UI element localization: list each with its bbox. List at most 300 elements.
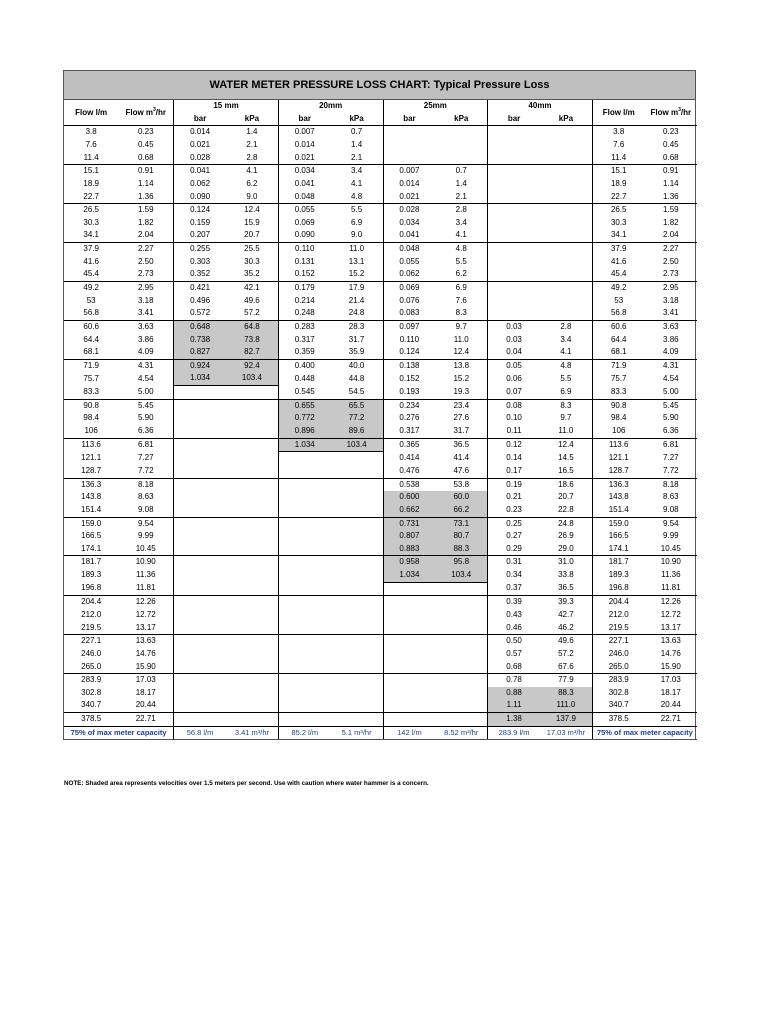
table-row xyxy=(64,517,697,530)
bar-cell-15mm: 1.034 xyxy=(174,372,226,385)
bar-cell-20mm: 0.014 xyxy=(294,139,315,149)
flow-m3-cell-right: 3.18 xyxy=(663,295,679,305)
subheader-bar-40: bar xyxy=(488,113,540,126)
bar-cell-25mm xyxy=(383,674,435,687)
kpa-cell-20mm: 54.5 xyxy=(331,386,383,400)
kpa-cell-25mm xyxy=(435,152,487,165)
bar-cell-15mm xyxy=(174,609,226,622)
capacity-15-m3: 3.41 m³/hr xyxy=(226,726,278,740)
flow-lm-cell: 166.5 xyxy=(81,531,102,541)
bar-cell-20mm: 0.069 xyxy=(294,217,315,227)
bar-cell-40mm: 1.38 xyxy=(488,713,540,727)
bar-cell-40mm xyxy=(488,295,540,308)
bar-cell-40mm xyxy=(488,126,540,139)
flow-lm-cell-right: 45.4 xyxy=(610,269,627,279)
flow-lm-cell: 246.0 xyxy=(81,648,102,658)
kpa-cell-15mm: 20.7 xyxy=(226,229,278,242)
flow-m3-cell-right: 9.08 xyxy=(663,504,679,514)
flow-lm-cell-right: 90.8 xyxy=(592,399,644,412)
kpa-cell-40mm xyxy=(540,165,592,178)
kpa-cell-15mm xyxy=(226,478,278,491)
kpa-cell-15mm xyxy=(226,530,278,543)
flow-m3-cell-right: 4.09 xyxy=(663,347,679,357)
kpa-cell-15mm: 103.4 xyxy=(226,372,278,385)
flow-lm-cell-right: 18.9 xyxy=(610,178,627,188)
kpa-cell-25mm xyxy=(435,126,487,139)
bar-cell-25mm: 0.234 xyxy=(383,399,435,412)
bar-cell-40mm: 0.11 xyxy=(506,426,522,436)
flow-lm-cell-right: 143.8 xyxy=(608,492,629,502)
flow-lm-cell-right: 219.5 xyxy=(608,622,629,632)
kpa-cell-15mm: 42.1 xyxy=(226,281,278,294)
bar-cell-15mm: 0.827 xyxy=(174,346,226,359)
bar-cell-15mm xyxy=(174,596,226,609)
bar-cell-25mm: 0.069 xyxy=(383,281,435,294)
kpa-cell-40mm: 22.8 xyxy=(540,504,592,517)
flow-m3-cell: 6.36 xyxy=(118,425,173,438)
kpa-cell-15mm xyxy=(226,399,278,412)
bar-cell-20mm: 0.317 xyxy=(294,334,315,344)
flow-m3-cell-right: 4.31 xyxy=(645,359,697,372)
table-row xyxy=(64,504,697,517)
kpa-cell-40mm: 4.1 xyxy=(540,346,592,359)
bar-cell-40mm: 0.88 xyxy=(488,687,540,700)
kpa-cell-40mm: 31.0 xyxy=(540,556,592,569)
kpa-cell-40mm xyxy=(540,268,592,281)
flow-lm-cell: 128.7 xyxy=(81,465,102,475)
kpa-cell-20mm xyxy=(331,713,383,727)
flow-m3-cell: 12.72 xyxy=(118,609,173,622)
bar-cell-15mm: 0.124 xyxy=(174,204,226,217)
kpa-cell-20mm xyxy=(331,517,383,530)
kpa-cell-15mm xyxy=(226,596,278,609)
flow-lm-cell-right: 196.8 xyxy=(608,583,629,593)
kpa-cell-20mm xyxy=(331,622,383,635)
kpa-cell-20mm xyxy=(331,609,383,622)
bar-cell-20mm xyxy=(278,596,330,609)
kpa-cell-40mm: 29.0 xyxy=(540,543,592,556)
bar-cell-25mm xyxy=(383,713,435,727)
flow-m3-cell-right: 11.81 xyxy=(661,583,681,593)
kpa-cell-25mm xyxy=(435,596,487,609)
flow-lm-cell: 49.2 xyxy=(64,281,118,294)
kpa-cell-40mm: 14.5 xyxy=(540,452,592,465)
flow-lm-cell-right: 128.7 xyxy=(608,465,629,475)
bar-cell-15mm xyxy=(174,504,226,517)
flow-lm-cell: 71.9 xyxy=(64,359,118,372)
flow-lm-cell-right: 22.7 xyxy=(610,191,627,201)
bar-cell-15mm xyxy=(174,674,226,687)
table-row xyxy=(64,217,697,230)
flow-lm-cell: 90.8 xyxy=(64,399,118,412)
kpa-cell-40mm xyxy=(540,178,592,191)
flow-lm-cell-right: 11.4 xyxy=(611,152,627,162)
flow-m3-cell-right: 1.14 xyxy=(663,178,679,188)
flow-lm-cell: 151.4 xyxy=(81,504,102,514)
bar-cell-15mm: 0.648 xyxy=(174,320,226,333)
bar-cell-25mm xyxy=(383,648,435,661)
kpa-cell-20mm: 21.4 xyxy=(331,295,383,308)
kpa-cell-15mm xyxy=(226,699,278,712)
flow-m3-cell: 5.45 xyxy=(118,399,173,412)
flow-m3-cell: 2.50 xyxy=(118,256,173,269)
table-row xyxy=(64,674,697,687)
table-row xyxy=(64,204,697,217)
flow-lm-cell: 181.7 xyxy=(64,556,118,569)
kpa-cell-40mm: 36.5 xyxy=(540,582,592,596)
bar-cell-20mm: 0.021 xyxy=(294,152,315,162)
kpa-cell-25mm: 47.6 xyxy=(435,465,487,478)
kpa-cell-15mm: 49.6 xyxy=(226,295,278,308)
subheader-kpa-20: kPa xyxy=(331,113,383,126)
table-row xyxy=(64,491,697,504)
flow-m3-cell-right: 12.26 xyxy=(645,596,697,609)
flow-m3-cell: 0.23 xyxy=(118,126,173,139)
bar-cell-25mm: 0.414 xyxy=(399,453,420,463)
kpa-cell-25mm: 2.8 xyxy=(435,204,487,217)
flow-m3-cell: 3.18 xyxy=(118,295,173,308)
bar-cell-15mm: 0.090 xyxy=(190,191,211,201)
kpa-cell-25mm: 3.4 xyxy=(435,217,487,230)
bar-cell-20mm: 0.400 xyxy=(278,359,330,372)
header-flow-lm: Flow l/m xyxy=(64,100,118,126)
flow-lm-cell: 30.3 xyxy=(83,217,99,227)
flow-m3-cell-right: 18.17 xyxy=(660,687,681,697)
bar-cell-20mm xyxy=(278,465,330,478)
flow-lm-cell-right: 159.0 xyxy=(592,517,644,530)
bar-cell-20mm: 0.359 xyxy=(294,347,315,357)
table-row xyxy=(64,530,697,543)
flow-lm-cell-right: 189.3 xyxy=(608,570,629,580)
capacity-15-lm: 56.8 l/m xyxy=(174,726,226,740)
flow-lm-cell: 7.6 xyxy=(85,139,97,149)
kpa-cell-40mm: 8.3 xyxy=(540,399,592,412)
flow-m3-cell-right: 13.17 xyxy=(660,622,681,632)
flow-lm-cell-right: 83.3 xyxy=(610,386,627,396)
bar-cell-40mm xyxy=(488,178,540,191)
flow-m3-cell: 7.27 xyxy=(118,452,173,465)
flow-m3-cell: 2.04 xyxy=(118,229,173,242)
bar-cell-15mm xyxy=(174,648,226,661)
bar-cell-15mm: 0.207 xyxy=(190,230,211,240)
bar-cell-25mm: 0.317 xyxy=(399,426,420,436)
bar-cell-20mm: 0.007 xyxy=(294,127,315,137)
bar-cell-20mm xyxy=(278,543,330,556)
flow-m3-cell-right: 1.59 xyxy=(645,204,697,217)
bar-cell-40mm: 0.03 xyxy=(488,320,540,333)
flow-m3-cell: 2.73 xyxy=(118,268,173,281)
table-row xyxy=(64,281,697,294)
bar-cell-25mm: 0.276 xyxy=(399,413,420,423)
kpa-cell-25mm: 73.1 xyxy=(435,517,487,530)
bar-cell-20mm xyxy=(278,504,330,517)
bar-cell-25mm: 0.193 xyxy=(399,386,420,396)
table-row xyxy=(64,399,697,412)
chart-body xyxy=(63,100,696,740)
bar-cell-20mm xyxy=(278,452,330,465)
kpa-cell-20mm: 77.2 xyxy=(331,412,383,425)
bar-cell-20mm xyxy=(278,687,330,700)
bar-cell-40mm: 0.17 xyxy=(506,465,522,475)
table-row xyxy=(64,556,697,569)
flow-lm-cell: 196.8 xyxy=(81,583,102,593)
kpa-cell-20mm xyxy=(331,465,383,478)
flow-m3-cell: 9.08 xyxy=(118,504,173,517)
table-row xyxy=(64,596,697,609)
bar-cell-15mm: 0.159 xyxy=(190,217,211,227)
bar-cell-15mm xyxy=(174,425,226,438)
flow-m3-cell: 2.95 xyxy=(118,281,173,294)
bar-cell-15mm xyxy=(174,687,226,700)
kpa-cell-20mm xyxy=(331,569,383,582)
table-row xyxy=(64,543,697,556)
bar-cell-15mm xyxy=(174,543,226,556)
kpa-cell-25mm: 41.4 xyxy=(435,452,487,465)
flow-m3-cell-right: 15.90 xyxy=(660,661,681,671)
kpa-cell-40mm: 3.4 xyxy=(540,334,592,347)
flow-lm-cell-right: 283.9 xyxy=(592,674,644,687)
kpa-cell-25mm: 27.6 xyxy=(435,412,487,425)
flow-lm-cell-right: 60.6 xyxy=(592,320,644,333)
flow-lm-cell: 121.1 xyxy=(81,453,102,463)
bar-cell-20mm: 0.448 xyxy=(294,373,315,383)
kpa-cell-40mm: 49.6 xyxy=(540,635,592,648)
kpa-cell-15mm xyxy=(226,556,278,569)
table-row xyxy=(64,359,697,372)
kpa-cell-15mm: 30.3 xyxy=(226,256,278,269)
table-row xyxy=(64,346,697,359)
kpa-cell-25mm: 53.8 xyxy=(435,478,487,491)
flow-m3-cell: 14.76 xyxy=(118,648,173,661)
kpa-cell-25mm: 5.5 xyxy=(435,256,487,269)
bar-cell-20mm: 0.055 xyxy=(278,204,330,217)
flow-m3-cell: 3.86 xyxy=(118,334,173,347)
kpa-cell-20mm: 2.1 xyxy=(331,152,383,165)
kpa-cell-40mm xyxy=(540,126,592,139)
kpa-cell-15mm: 73.8 xyxy=(226,334,278,347)
flow-lm-cell: 265.0 xyxy=(81,661,102,671)
bar-cell-40mm: 0.03 xyxy=(506,334,522,344)
flow-m3-cell-right: 0.23 xyxy=(663,127,679,137)
bar-cell-40mm: 0.21 xyxy=(506,492,522,502)
kpa-cell-15mm: 35.2 xyxy=(226,268,278,281)
flow-lm-cell-right: 37.9 xyxy=(592,243,644,256)
kpa-cell-40mm xyxy=(540,307,592,320)
kpa-cell-40mm: 11.0 xyxy=(540,425,592,438)
table-row xyxy=(64,372,697,385)
kpa-cell-20mm xyxy=(331,648,383,661)
bar-cell-25mm: 0.083 xyxy=(399,308,420,318)
table-row xyxy=(64,648,697,661)
kpa-cell-15mm: 25.5 xyxy=(226,243,278,256)
kpa-cell-15mm xyxy=(226,425,278,438)
kpa-cell-20mm: 65.5 xyxy=(331,399,383,412)
flow-lm-cell-right: 265.0 xyxy=(608,661,629,671)
flow-m3-cell: 3.63 xyxy=(118,320,173,333)
bar-cell-20mm: 0.283 xyxy=(278,320,330,333)
flow-m3-cell: 11.81 xyxy=(118,582,173,596)
kpa-cell-25mm: 6.2 xyxy=(435,268,487,281)
flow-lm-cell-right: 151.4 xyxy=(608,504,629,514)
bar-cell-40mm: 0.08 xyxy=(488,399,540,412)
kpa-cell-40mm xyxy=(540,204,592,217)
bar-cell-40mm: 0.43 xyxy=(506,610,522,619)
kpa-cell-25mm xyxy=(435,635,487,648)
kpa-cell-40mm: 24.8 xyxy=(540,517,592,530)
bar-cell-40mm: 0.39 xyxy=(488,596,540,609)
kpa-cell-40mm xyxy=(540,229,592,242)
flow-m3-cell-right: 14.76 xyxy=(660,648,681,658)
bar-cell-15mm: 0.041 xyxy=(174,165,226,178)
kpa-cell-15mm xyxy=(226,465,278,478)
bar-cell-40mm: 0.25 xyxy=(488,517,540,530)
flow-m3-cell-right: 20.44 xyxy=(660,700,681,710)
bar-cell-15mm: 0.021 xyxy=(190,139,211,149)
kpa-cell-40mm xyxy=(540,243,592,256)
flow-m3-cell-right: 8.18 xyxy=(645,478,697,491)
bar-cell-15mm xyxy=(174,635,226,648)
bar-cell-15mm: 0.255 xyxy=(174,243,226,256)
kpa-cell-20mm xyxy=(331,674,383,687)
flow-lm-cell: 3.8 xyxy=(85,127,97,137)
flow-lm-cell: 98.4 xyxy=(83,413,99,423)
bar-cell-20mm xyxy=(278,609,330,622)
kpa-cell-20mm: 15.2 xyxy=(331,268,383,281)
flow-lm-cell-right: 204.4 xyxy=(592,596,644,609)
flow-m3-cell-right: 1.36 xyxy=(663,191,679,201)
flow-m3-cell: 4.31 xyxy=(118,359,173,372)
flow-m3-cell: 17.03 xyxy=(118,674,173,687)
bar-cell-25mm xyxy=(383,609,435,622)
pressure-loss-chart xyxy=(63,70,696,740)
bar-cell-20mm: 0.041 xyxy=(294,178,315,188)
capacity-25-m3: 8.52 m³/hr xyxy=(435,726,487,740)
bar-cell-40mm: 0.31 xyxy=(488,556,540,569)
capacity-40-m3: 17.03 m³/hr xyxy=(540,726,592,740)
flow-m3-cell: 9.54 xyxy=(118,517,173,530)
bar-cell-40mm xyxy=(488,268,540,281)
flow-m3-cell-right: 0.45 xyxy=(663,139,679,149)
shading-note: NOTE: Shaded area represents velocities over 1.5 meters per second. Use with caution where water hammer is a concern. xyxy=(64,780,429,787)
subheader-kpa-40: kPa xyxy=(540,113,592,126)
kpa-cell-15mm: 57.2 xyxy=(226,307,278,320)
table-row xyxy=(64,139,697,152)
bar-cell-40mm: 0.34 xyxy=(506,570,522,580)
table-row xyxy=(64,569,697,582)
bar-cell-15mm: 0.028 xyxy=(190,152,211,162)
bar-cell-15mm: 0.303 xyxy=(190,256,211,266)
kpa-cell-15mm xyxy=(226,635,278,648)
bar-cell-40mm: 0.07 xyxy=(506,386,522,396)
flow-lm-cell: 227.1 xyxy=(64,635,118,648)
bar-cell-20mm: 0.152 xyxy=(294,269,315,279)
bar-cell-40mm xyxy=(488,217,540,230)
table-row xyxy=(64,699,697,712)
flow-m3-cell-right: 2.50 xyxy=(663,256,679,266)
flow-lm-cell: 212.0 xyxy=(81,610,102,619)
flow-m3-cell: 15.90 xyxy=(118,661,173,674)
flow-m3-cell-right: 7.27 xyxy=(663,453,679,463)
flow-lm-cell: 60.6 xyxy=(64,320,118,333)
flow-lm-cell-right: 56.8 xyxy=(610,308,627,318)
subheader-kpa-15: kPa xyxy=(226,113,278,126)
kpa-cell-40mm xyxy=(540,256,592,269)
flow-m3-cell: 8.18 xyxy=(118,478,173,491)
flow-m3-cell: 3.41 xyxy=(118,307,173,320)
kpa-cell-25mm: 1.4 xyxy=(435,178,487,191)
flow-m3-cell-right: 0.91 xyxy=(645,165,697,178)
table-row xyxy=(64,243,697,256)
bar-cell-20mm: 1.034 xyxy=(278,438,330,452)
kpa-cell-25mm: 7.6 xyxy=(435,295,487,308)
kpa-cell-40mm: 16.5 xyxy=(540,465,592,478)
flow-lm-cell-right: 378.5 xyxy=(592,713,644,727)
bar-cell-25mm: 0.600 xyxy=(383,491,435,504)
bar-cell-20mm xyxy=(278,635,330,648)
flow-m3-cell: 1.82 xyxy=(118,217,173,230)
flow-m3-cell-right: 17.03 xyxy=(645,674,697,687)
bar-cell-15mm xyxy=(174,386,226,400)
bar-cell-25mm: 0.014 xyxy=(399,178,420,188)
kpa-cell-15mm xyxy=(226,543,278,556)
kpa-cell-15mm: 92.4 xyxy=(226,359,278,372)
kpa-cell-25mm xyxy=(435,687,487,700)
flow-lm-cell: 189.3 xyxy=(81,570,102,580)
flow-lm-cell-right: 41.6 xyxy=(610,256,627,266)
capacity-20-lm: 85.2 l/m xyxy=(278,726,330,740)
flow-m3-cell: 1.14 xyxy=(118,178,173,191)
bar-cell-25mm: 0.476 xyxy=(399,465,420,475)
kpa-cell-20mm: 89.6 xyxy=(331,425,383,438)
flow-lm-cell: 45.4 xyxy=(83,269,99,279)
kpa-cell-20mm: 31.7 xyxy=(331,334,383,347)
flow-m3-cell: 2.27 xyxy=(118,243,173,256)
bar-cell-15mm: 0.062 xyxy=(190,178,211,188)
kpa-cell-20mm: 3.4 xyxy=(331,165,383,178)
flow-m3-cell: 10.90 xyxy=(118,556,173,569)
subheader-bar-15: bar xyxy=(174,113,226,126)
bar-cell-25mm: 0.538 xyxy=(383,478,435,491)
flow-m3-cell-right: 6.81 xyxy=(645,438,697,452)
bar-cell-15mm xyxy=(174,530,226,543)
kpa-cell-20mm: 5.5 xyxy=(331,204,383,217)
kpa-cell-25mm: 8.3 xyxy=(435,307,487,320)
bar-cell-40mm: 0.46 xyxy=(506,622,522,632)
flow-lm-cell: 283.9 xyxy=(64,674,118,687)
flow-m3-cell: 22.71 xyxy=(118,713,173,727)
table-row xyxy=(64,386,697,400)
bar-cell-20mm xyxy=(278,478,330,491)
bar-cell-25mm: 1.034 xyxy=(383,569,435,582)
subheader-kpa-25: kPa xyxy=(435,113,487,126)
kpa-cell-40mm xyxy=(540,217,592,230)
kpa-cell-20mm xyxy=(331,491,383,504)
table-row xyxy=(64,438,697,452)
flow-lm-cell-right: 68.1 xyxy=(610,347,627,357)
kpa-cell-40mm xyxy=(540,295,592,308)
bar-cell-15mm xyxy=(174,517,226,530)
table-row xyxy=(64,412,697,425)
flow-lm-cell: 15.1 xyxy=(64,165,118,178)
table-row xyxy=(64,635,697,648)
kpa-cell-40mm: 137.9 xyxy=(540,713,592,727)
kpa-cell-20mm xyxy=(331,478,383,491)
bar-cell-25mm: 0.048 xyxy=(383,243,435,256)
bar-cell-20mm xyxy=(278,699,330,712)
kpa-cell-40mm: 77.9 xyxy=(540,674,592,687)
bar-cell-25mm xyxy=(383,699,435,712)
kpa-cell-20mm: 4.8 xyxy=(331,190,383,203)
